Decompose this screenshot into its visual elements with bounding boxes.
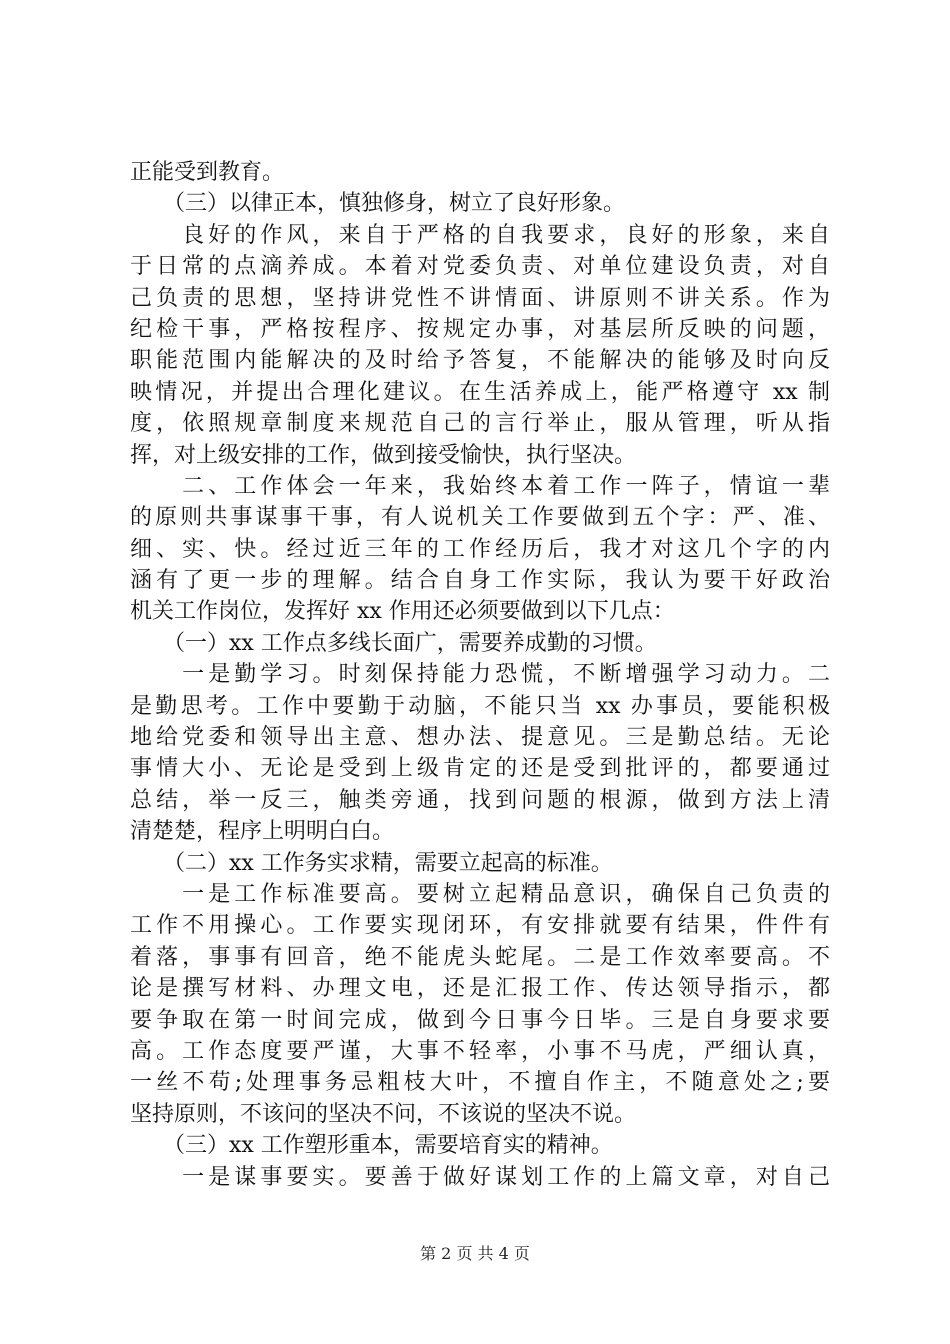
text-line: 职能范围内能解决的及时给予答复，不能解决的能够及时向反 [130, 348, 830, 374]
text-line: 细、实、快。经过近三年的工作经历后，我才对这几个字的内 [130, 536, 830, 562]
text-line: 涵有了更一步的理解。结合自身工作实际，我认为要干好政治 [130, 568, 830, 594]
text-line: 要争取在第一时间完成，做到今日事今日毕。三是自身要求要 [130, 1007, 830, 1033]
text-line: （二）xx 工作务实求精，需要立起高的标准。 [130, 850, 613, 876]
text-line: 总结，举一反三，触类旁通，找到问题的根源，做到方法上清 [130, 787, 830, 813]
text-line: 己负责的思想，坚持讲党性不讲情面、讲原则不讲关系。作为 [130, 285, 830, 311]
text-line: 映情况，并提出合理化建议。在生活养成上，能严格遵守 xx 制 [130, 379, 830, 405]
text-line: 一是勤学习。时刻保持能力恐慌，不断增强学习动力。二 [130, 662, 830, 688]
text-line: 高。工作态度要严谨，大事不轻率，小事不马虎，严细认真， [130, 1038, 830, 1064]
text-line: 度，依照规章制度来规范自己的言行举止，服从管理，听从指 [130, 411, 830, 437]
text-line: 机关工作岗位，发挥好 xx 作用还必须要做到以下几点： [130, 599, 675, 625]
text-line: 工作不用操心。工作要实现闭环，有安排就要有结果，件件有 [130, 913, 830, 939]
text-line: 地给党委和领导出主意、想办法、提意见。三是勤总结。无论 [130, 725, 830, 751]
text-line: 于日常的点滴养成。本着对党委负责、对单位建设负责，对自 [130, 254, 830, 280]
text-line: 是勤思考。工作中要勤于动脑，不能只当 xx 办事员，要能积极 [130, 693, 830, 719]
page-footer: 第 2 页 共 4 页 [420, 1244, 530, 1263]
text-line: 论是撰写材料、办理文电，还是汇报工作、传达领导指示，都 [130, 976, 830, 1002]
text-line: （三）以律正本，慎独修身，树立了良好形象。 [130, 191, 626, 217]
text-line: 良好的作风，来自于严格的自我要求，良好的形象，来自 [130, 222, 830, 248]
text-line: 二、工作体会一年来，我始终本着工作一阵子，情谊一辈 [130, 473, 830, 499]
text-line: 一是谋事要实。要善于做好谋划工作的上篇文章，对自己 [130, 1164, 830, 1190]
document-body [130, 157, 830, 1193]
text-line: 的原则共事谋事干事，有人说机关工作要做到五个字：严、准、 [130, 505, 830, 531]
text-line: 坚持原则，不该问的坚决不问，不该说的坚决不说。 [130, 1101, 637, 1127]
text-line: 挥，对上级安排的工作，做到接受愉快，执行坚决。 [130, 442, 637, 468]
text-line: （三）xx 工作塑形重本，需要培育实的精神。 [130, 1133, 613, 1159]
text-line: 清楚楚，程序上明明白白。 [130, 819, 395, 845]
text-line: 纪检干事，严格按程序、按规定办事，对基层所反映的问题， [130, 316, 830, 342]
text-line: 事情大小、无论是受到上级肯定的还是受到批评的，都要通过 [130, 756, 830, 782]
text-line: （一）xx 工作点多线长面广，需要养成勤的习惯。 [130, 630, 657, 656]
text-line: 正能受到教育。 [130, 160, 285, 185]
text-line: 一丝不苟;处理事务忌粗枝大叶，不擅自作主，不随意处之;要 [130, 1070, 830, 1096]
text-line: 着落，事事有回音，绝不能虎头蛇尾。二是工作效率要高。不 [130, 944, 830, 970]
text-line: 一是工作标准要高。要树立起精品意识，确保自己负责的 [130, 881, 830, 907]
